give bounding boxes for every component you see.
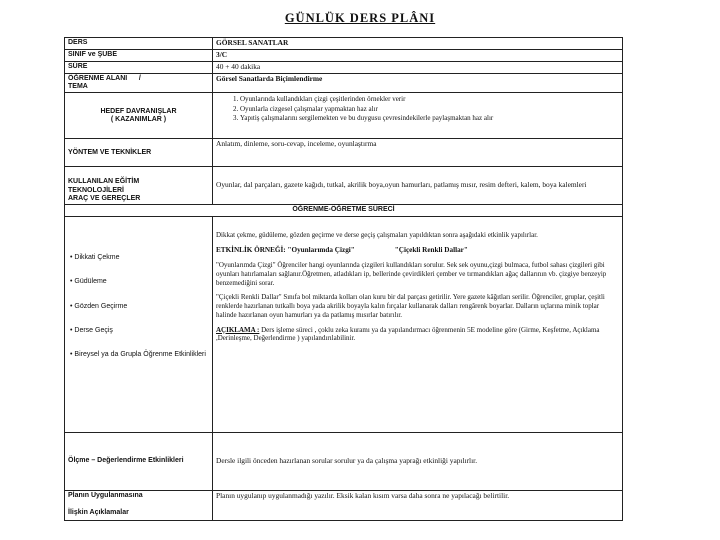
aciklama-text: Ders işleme süreci , çoklu zeka kuramı ya da yapılandırmacı öğrenmenin 5E modeline göre (Girme, Keşfetme, Açıklama ,Derinleşme, Değerlendirme ) yapılandırılabilinir. [216, 325, 600, 343]
row-surec-header [65, 205, 623, 216]
row-sinif [65, 49, 623, 61]
value-arac: Oyunlar, dal parçaları, gazete kağıdı, tutkal, akrilik boya,oyun hamurları, patlamış mısır, resim defteri, kalem, boya kalemleri [213, 167, 623, 205]
label-tema: TEMA [68, 83, 88, 91]
value-ders: GÖRSEL SANATLAR [213, 38, 623, 50]
row-arac [65, 167, 623, 205]
hedef-item: 1. Oyunlarında kullandıkları çizgi çeşitlerinden örnekler verir [240, 95, 619, 103]
value-hedef [213, 93, 623, 139]
page-title: GÜNLÜK DERS PLÂNI [284, 11, 436, 25]
step-item: • Bireysel ya da Grupla Öğrenme Etkinlikleri [70, 351, 209, 359]
steps-cell [65, 216, 213, 432]
label-olcme: Ölçme – Değerlendirme Etkinlikleri [65, 432, 213, 490]
hedef-list [240, 95, 619, 122]
process-cell [213, 216, 623, 432]
process-paragraph-1: "Oyunlarımda Çizgi" Öğrenciler hangi oyunlarında çizgileri kullandıkları sorulur. Sek sek oyunu,çizgi bulmaca, futbol sahası çizgileri gibi oyunları hatırlamaları sağlanır.Öğretmen, atladıkları ip, bellerinde çevirdikleri çember ve tırmandıkları ağaç dallarının vb. çizgiye benzeyip benzemediğini sorar. [216, 261, 607, 287]
step-item: • Dikkati Çekme [70, 254, 209, 262]
lesson-plan-table [64, 37, 623, 521]
example-title-2: "Çiçekli Renkli Dallar" [394, 245, 468, 254]
label-hedef [65, 93, 213, 139]
label-yontem: YÖNTEM VE TEKNİKLER [65, 139, 213, 167]
process-aciklama [216, 326, 619, 344]
label-ogrenme-alani [65, 73, 213, 93]
row-plan [65, 490, 623, 520]
row-hedef [65, 93, 623, 139]
label-ders: DERS [65, 38, 213, 50]
process-paragraph-2: "Çiçekli Renkli Dallar" Sınıfa bol miktarda kolları olan kuru bir dal parçası getirilir. Yere gazete kâğıtları serilir. Öğrenciler, gruplar, çeşitli renklerde hazırlanan tutkallı boya yada akrilik boyayla kalın fırçalar kullanarak dalları rengârenk boyarlar. Dalların uçlarına minik toplar halinde hazırlanan oyun hamurları ya da patlamış mısırlar batırılır. [216, 293, 605, 319]
label-kazanimlar: ( KAZANIMLAR ) [110, 115, 167, 123]
steps-list [70, 254, 209, 360]
step-item: • Güdüleme [70, 278, 209, 286]
hedef-item: 2. Oyunlarla cizgesel çalışmalar yapmaktan haz alır [240, 105, 619, 113]
label-plan-line1: Planın Uygulanmasına [68, 491, 143, 499]
example-title: ETKİNLİK ÖRNEĞİ: "Oyunlarımda Çizgi" [216, 245, 355, 254]
aciklama-label: AÇIKLAMA : [216, 325, 260, 334]
example-heading [216, 246, 619, 255]
row-surec [65, 216, 623, 432]
label-sinif: SINIF ve ŞUBE [65, 49, 213, 61]
process-intro: Dikkat çekme, güdüleme, gözden geçirme ve derse geçiş çalışmaları yapıldıktan sonra aşağıdaki etkinlik yapılırlar. [216, 230, 538, 239]
label-arac-line2: TEKNOLOJİLERİ [68, 186, 125, 194]
row-ogrenme-alani [65, 73, 623, 93]
row-sure [65, 61, 623, 73]
value-yontem: Anlatım, dinleme, soru-cevap, inceleme, oyunlaştırma [213, 139, 623, 167]
step-item: • Derse Geçiş [70, 327, 209, 335]
label-ogrenme-alani-line1: ÖĞRENME ALANI / [68, 74, 141, 82]
label-sure: SÜRE [65, 61, 213, 73]
row-yontem [65, 139, 623, 167]
label-arac-line3: ARAÇ VE GEREÇLER [68, 195, 141, 203]
step-item: • Gözden Geçirme [70, 303, 209, 311]
value-olcme: Dersle ilgili önceden hazırlanan sorular sorulur ya da çalışma yaprağı etkinliği yapılırlır. [213, 432, 623, 490]
hedef-item: 3. Yapıtiş çalışmalarını sergilemekten ve bu duygusu çevresindekilerle paylaşmaktan haz alır [240, 114, 619, 122]
value-ogrenme-alani: Görsel Sanatlarda Biçimlendirme [213, 73, 623, 93]
row-ders [65, 38, 623, 50]
row-olcme [65, 432, 623, 490]
label-arac-line1: KULLANILAN EĞİTİM [68, 178, 140, 186]
value-sure: 40 + 40 dakika [213, 61, 623, 73]
surec-header: ÖĞRENME-ÖĞRETME SÜRECİ [65, 205, 623, 216]
label-plan-line2: İlişkin Açıklamalar [68, 509, 129, 517]
label-plan [65, 490, 213, 520]
label-hedef-line1: HEDEF DAVRANIŞLAR [100, 107, 177, 115]
label-arac [65, 167, 213, 205]
value-sinif: 3/C [213, 49, 623, 61]
value-plan: Planın uygulanıp uygulanmadığı yazılır. Eksik kalan kısım varsa daha sonra ne yapılacağı belirtilir. [213, 490, 623, 520]
